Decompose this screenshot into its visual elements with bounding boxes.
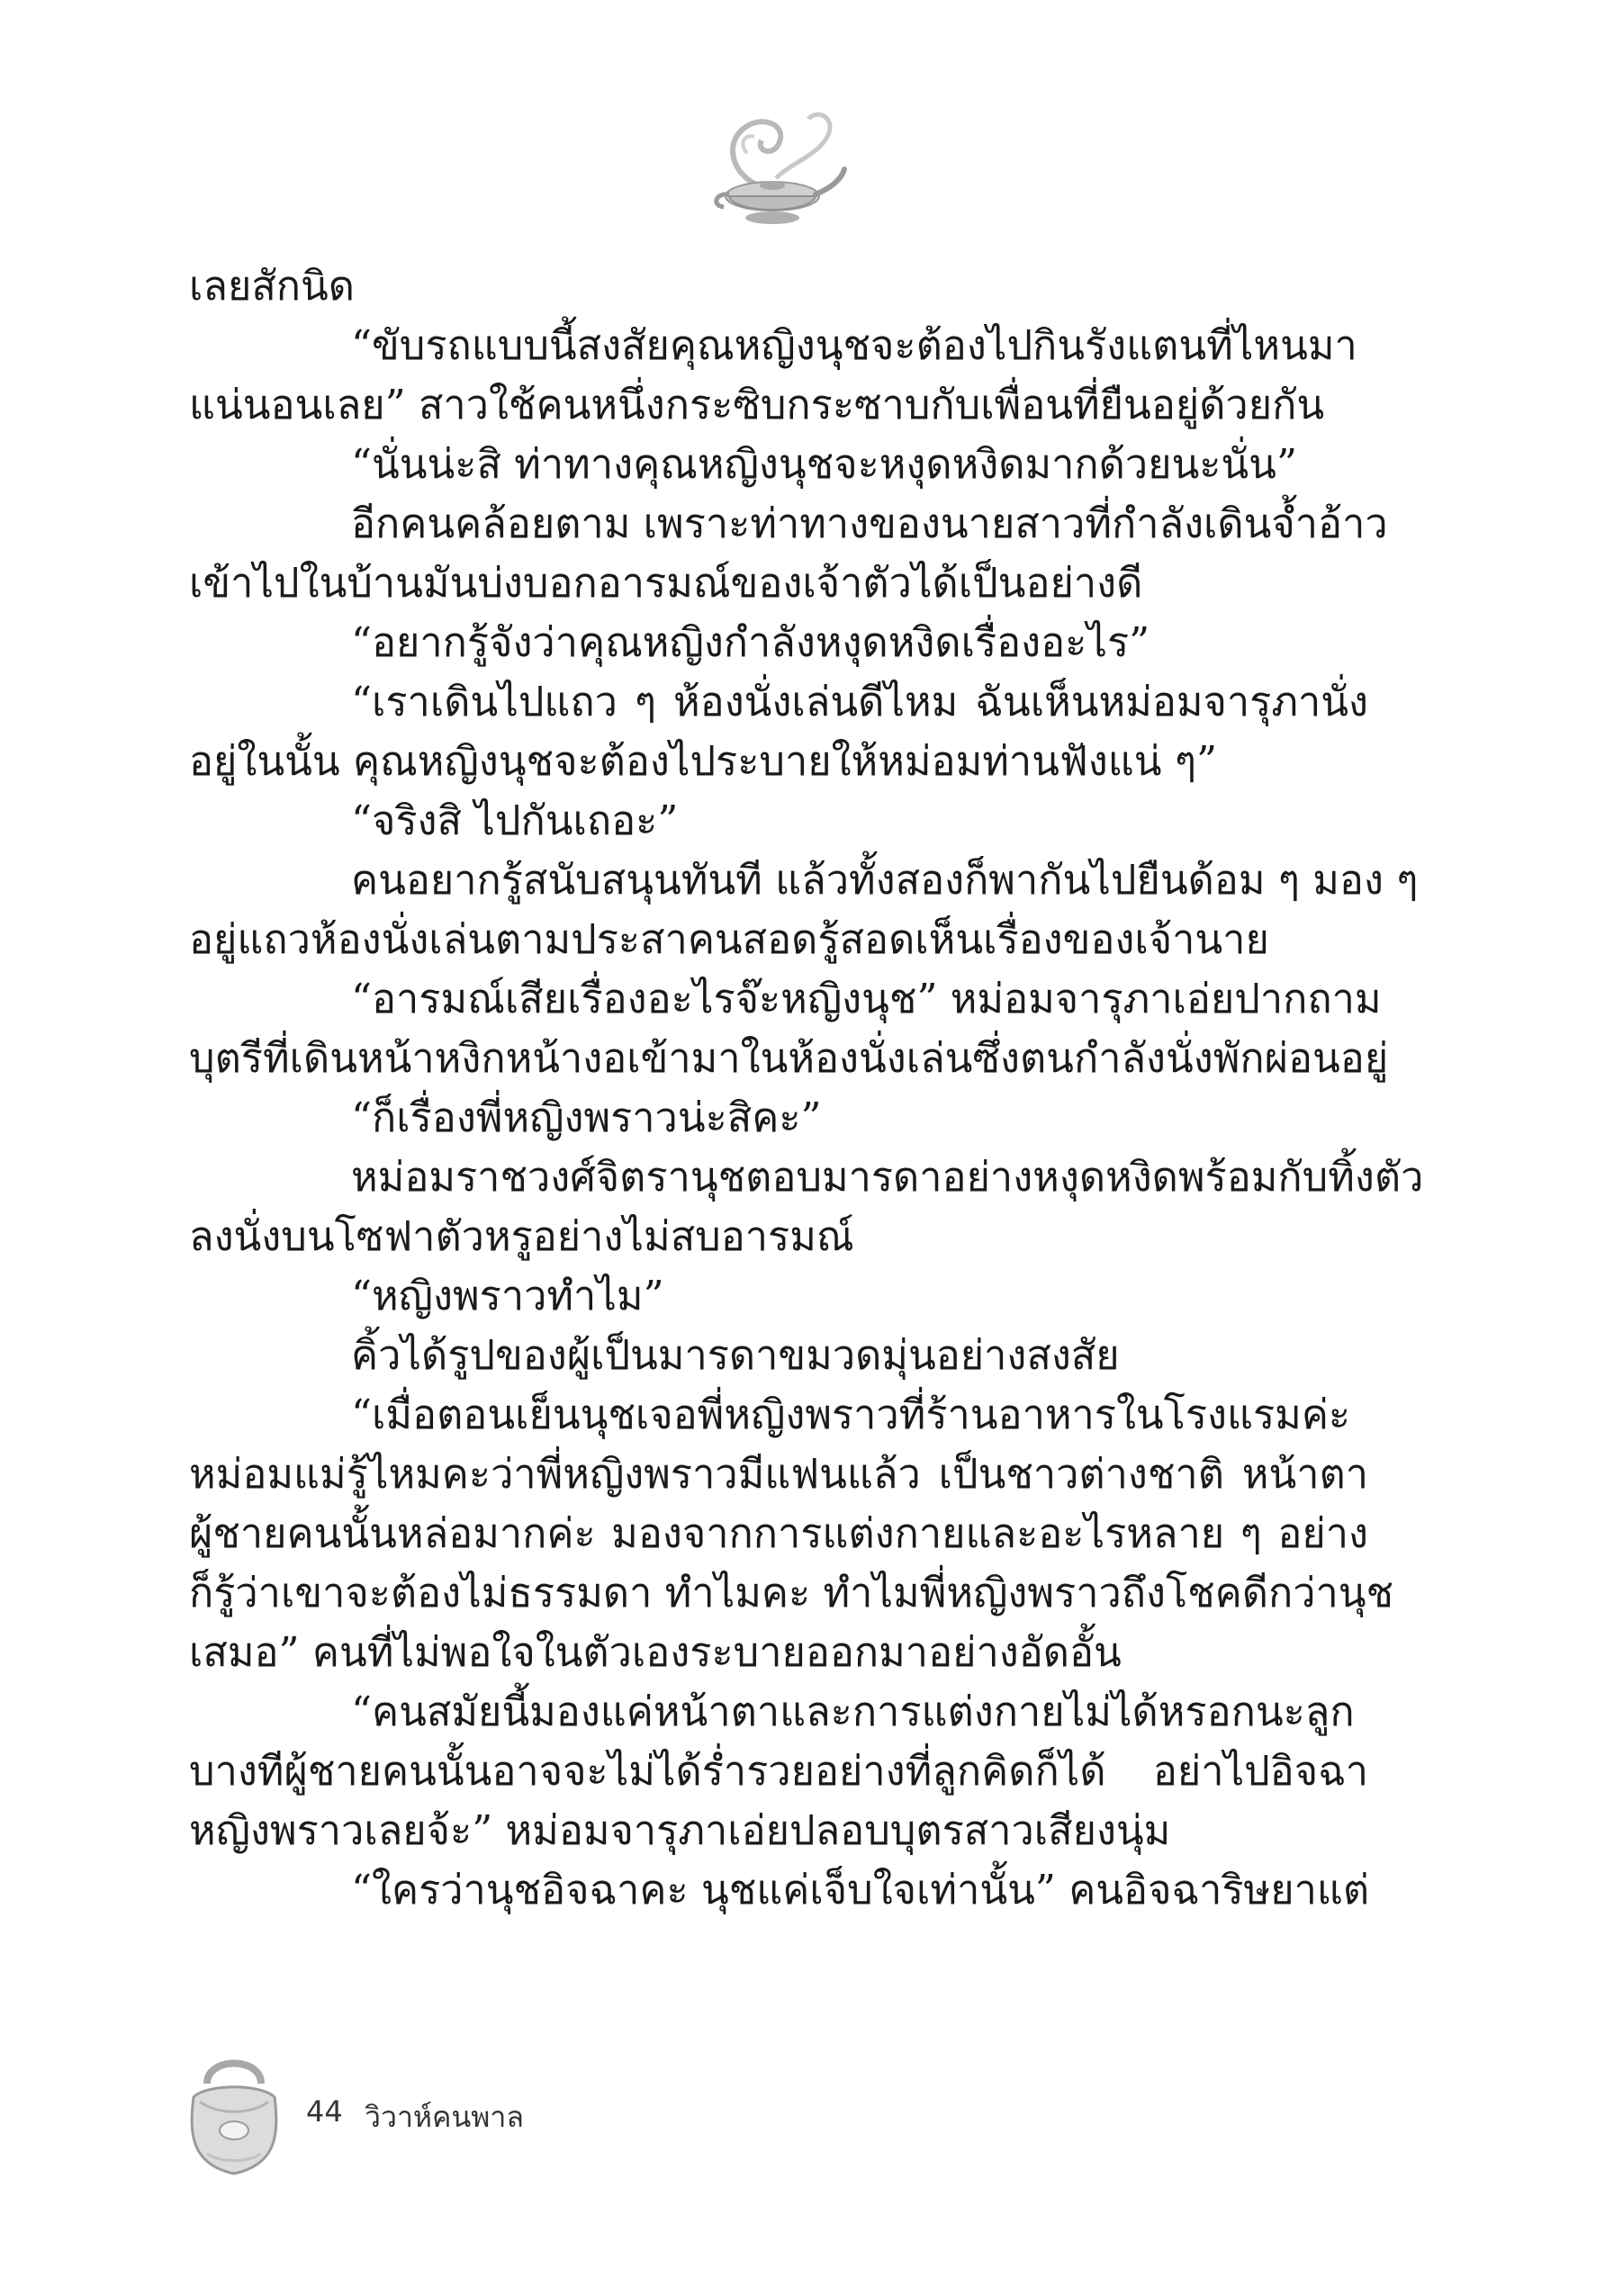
body-text bbox=[189, 257, 1424, 1920]
text-line: หม่อมราชวงศ์จิตรานุชตอบมารดาอย่างหงุดหงิดพร้อมกับทิ้งตัว bbox=[351, 1153, 1424, 1201]
text-line: เข้าไปในบ้านมันบ่งบอกอารมณ์ของเจ้าตัวได้เป็นอย่างดี bbox=[189, 559, 1143, 607]
text-line: อีกคนคล้อยตาม เพราะท่าทางของนายสาวที่กำลังเดินจ้ำอ้าว bbox=[351, 500, 1388, 547]
text-line: บุตรีที่เดินหน้าหงิกหน้างอเข้ามาในห้องนั่งเล่นซึ่งตนกำลังนั่งพักผ่อนอยู่ bbox=[189, 1034, 1389, 1082]
text-line: “ก็เรื่องพี่หญิงพราวน่ะสิคะ” bbox=[351, 1094, 822, 1141]
text-line: “อยากรู้จังว่าคุณหญิงกำลังหงุดหงิดเรื่องอะไร” bbox=[351, 618, 1150, 666]
handbag-icon bbox=[180, 2048, 288, 2183]
text-line: บางทีผู้ชายคนนั้นอาจจะไม่ได้ร่ำรวยอย่างที่ลูกคิดก็ได้ อย่าไปอิจฉา bbox=[189, 1747, 1368, 1795]
text-line: “นั่นน่ะสิ ท่าทางคุณหญิงนุชจะหงุดหงิดมากด้วยนะนั่น” bbox=[351, 440, 1297, 488]
text-line: อยู่ในนั้น คุณหญิงนุชจะต้องไประบายให้หม่อมท่านฟังแน่ ๆ” bbox=[189, 737, 1218, 785]
text-line: ลงนั่งบนโซฟาตัวหรูอย่างไม่สบอารมณ์ bbox=[189, 1212, 854, 1260]
text-line: หม่อมแม่รู้ไหมคะว่าพี่หญิงพราวมีแฟนแล้ว เป็นชาวต่างชาติ หน้าตา bbox=[189, 1450, 1368, 1498]
text-line: คิ้วได้รูปของผู้เป็นมารดาขมวดมุ่นอย่างสงสัย bbox=[351, 1331, 1120, 1379]
text-line: “อารมณ์เสียเรื่องอะไรจ๊ะหญิงนุช” หม่อมจารุภาเอ่ยปากถาม bbox=[351, 975, 1382, 1022]
text-line: แน่นอนเลย” สาวใช้คนหนึ่งกระซิบกระซาบกับเพื่อนที่ยืนอยู่ด้วยกัน bbox=[189, 381, 1325, 428]
text-line: “ใครว่านุชอิจฉาคะ นุชแค่เจ็บใจเท่านั้น” คนอิจฉาริษยาแต่ bbox=[351, 1866, 1370, 1913]
text-line: เสมอ” คนที่ไม่พอใจในตัวเองระบายออกมาอย่างอัดอั้น bbox=[189, 1628, 1122, 1676]
text-line: “หญิงพราวทำไม” bbox=[351, 1272, 664, 1319]
text-line: “จริงสิ ไปกันเถอะ” bbox=[351, 797, 679, 844]
text-line: ก็รู้ว่าเขาจะต้องไม่ธรรมดา ทำไมคะ ทำไมพี่หญิงพราวถึงโชคดีกว่านุช bbox=[189, 1569, 1394, 1616]
text-line: อยู่แถวห้องนั่งเล่นตามประสาคนสอดรู้สอดเห็นเรื่องของเจ้านาย bbox=[189, 915, 1269, 963]
text-line: เลยสักนิด bbox=[189, 262, 356, 310]
page-footer bbox=[180, 2048, 720, 2192]
text-line: คนอยากรู้สนับสนุนทันที แล้วทั้งสองก็พากันไปยืนด้อม ๆ มอง ๆ bbox=[351, 856, 1419, 904]
text-line: “คนสมัยนี้มองแค่หน้าตาและการแต่งกายไม่ได้หรอกนะลูก bbox=[351, 1688, 1355, 1735]
text-line: “เราเดินไปแถว ๆ ห้องนั่งเล่นดีไหม ฉันเห็นหม่อมจารุภานั่ง bbox=[351, 678, 1368, 725]
text-line: หญิงพราวเลยจ้ะ” หม่อมจารุภาเอ่ยปลอบบุตรสาวเสียงนุ่ม bbox=[189, 1806, 1171, 1854]
page-number: 44 bbox=[306, 2094, 343, 2129]
genie-lamp-icon bbox=[693, 99, 851, 234]
text-line: “ขับรถแบบนี้สงสัยคุณหญิงนุชจะต้องไปกินรังแตนที่ไหนมา bbox=[351, 321, 1357, 369]
book-title: วิวาห์คนพาล bbox=[365, 2100, 524, 2134]
text-line: ผู้ชายคนนั้นหล่อมากค่ะ มองจากการแต่งกายและอะไรหลาย ๆ อย่าง bbox=[189, 1509, 1368, 1557]
text-line: “เมื่อตอนเย็นนุชเจอพี่หญิงพราวที่ร้านอาหารในโรงแรมค่ะ bbox=[351, 1391, 1351, 1438]
